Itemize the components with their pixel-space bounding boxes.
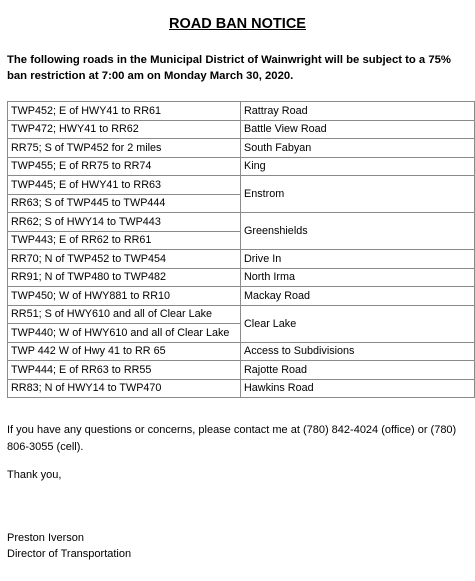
table-row	[8, 379, 475, 398]
area-name-cell: Mackay Road	[241, 287, 475, 306]
area-name-cell: Rajotte Road	[241, 361, 475, 380]
road-segment-cell: RR51; S of HWY610 and all of Clear Lake	[8, 305, 241, 324]
road-segment-cell: RR91; N of TWP480 to TWP482	[8, 268, 241, 287]
area-name-cell: Greenshields	[241, 213, 475, 250]
road-ban-table-body	[8, 102, 475, 398]
road-segment-cell: RR62; S of HWY14 to TWP443	[8, 213, 241, 232]
road-segment-cell: RR63; S of TWP445 to TWP444	[8, 194, 241, 213]
table-row	[8, 157, 475, 176]
road-segment-cell: TWP450; W of HWY881 to RR10	[8, 287, 241, 306]
signer-name: Preston Iverson	[7, 532, 85, 544]
table-row	[8, 342, 475, 361]
table-row	[8, 250, 475, 269]
road-segment-cell: RR70; N of TWP452 to TWP454	[8, 250, 241, 269]
area-name-cell: South Fabyan	[241, 139, 475, 158]
road-segment-cell: TWP455; E of RR75 to RR74	[8, 157, 241, 176]
road-segment-cell: RR83; N of HWY14 to TWP470	[8, 379, 241, 398]
road-segment-cell: TWP444; E of RR63 to RR55	[8, 361, 241, 380]
table-row	[8, 268, 475, 287]
area-name-cell: Drive In	[241, 250, 475, 269]
contact-paragraph: If you have any questions or concerns, please contact me at (780) 842-4024 (office) or (780) 806-3055 (cell).	[7, 424, 457, 453]
area-name-cell: King	[241, 157, 475, 176]
road-segment-cell: TWP 442 W of Hwy 41 to RR 65	[8, 342, 241, 361]
area-name-cell: Hawkins Road	[241, 379, 475, 398]
road-segment-cell: TWP440; W of HWY610 and all of Clear Lake	[8, 324, 241, 343]
area-name-cell: Clear Lake	[241, 305, 475, 342]
table-row	[8, 102, 475, 121]
table-row	[8, 139, 475, 158]
area-name-cell: North Irma	[241, 268, 475, 287]
road-segment-cell: TWP452; E of HWY41 to RR61	[8, 102, 241, 121]
table-row	[8, 120, 475, 139]
table-row	[8, 305, 475, 324]
area-name-cell: Rattray Road	[241, 102, 475, 121]
table-row	[8, 361, 475, 380]
closing-line: Thank you,	[7, 469, 62, 481]
road-ban-table	[7, 101, 475, 398]
road-segment-cell: TWP472; HWY41 to RR62	[8, 120, 241, 139]
table-row	[8, 287, 475, 306]
road-segment-cell: TWP443; E of RR62 to RR61	[8, 231, 241, 250]
page-title: ROAD BAN NOTICE	[169, 16, 306, 32]
road-segment-cell: TWP445; E of HWY41 to RR63	[8, 176, 241, 195]
table-row	[8, 176, 475, 195]
road-segment-cell: RR75; S of TWP452 for 2 miles	[8, 139, 241, 158]
area-name-cell: Enstrom	[241, 176, 475, 213]
signer-title: Director of Transportation	[7, 548, 132, 560]
intro-paragraph: The following roads in the Municipal District of Wainwright will be subject to a 75% ban restriction at 7:00 am on Monday March 30, 2020.	[7, 54, 451, 82]
area-name-cell: Battle View Road	[241, 120, 475, 139]
table-row	[8, 213, 475, 232]
area-name-cell: Access to Subdivisions	[241, 342, 475, 361]
